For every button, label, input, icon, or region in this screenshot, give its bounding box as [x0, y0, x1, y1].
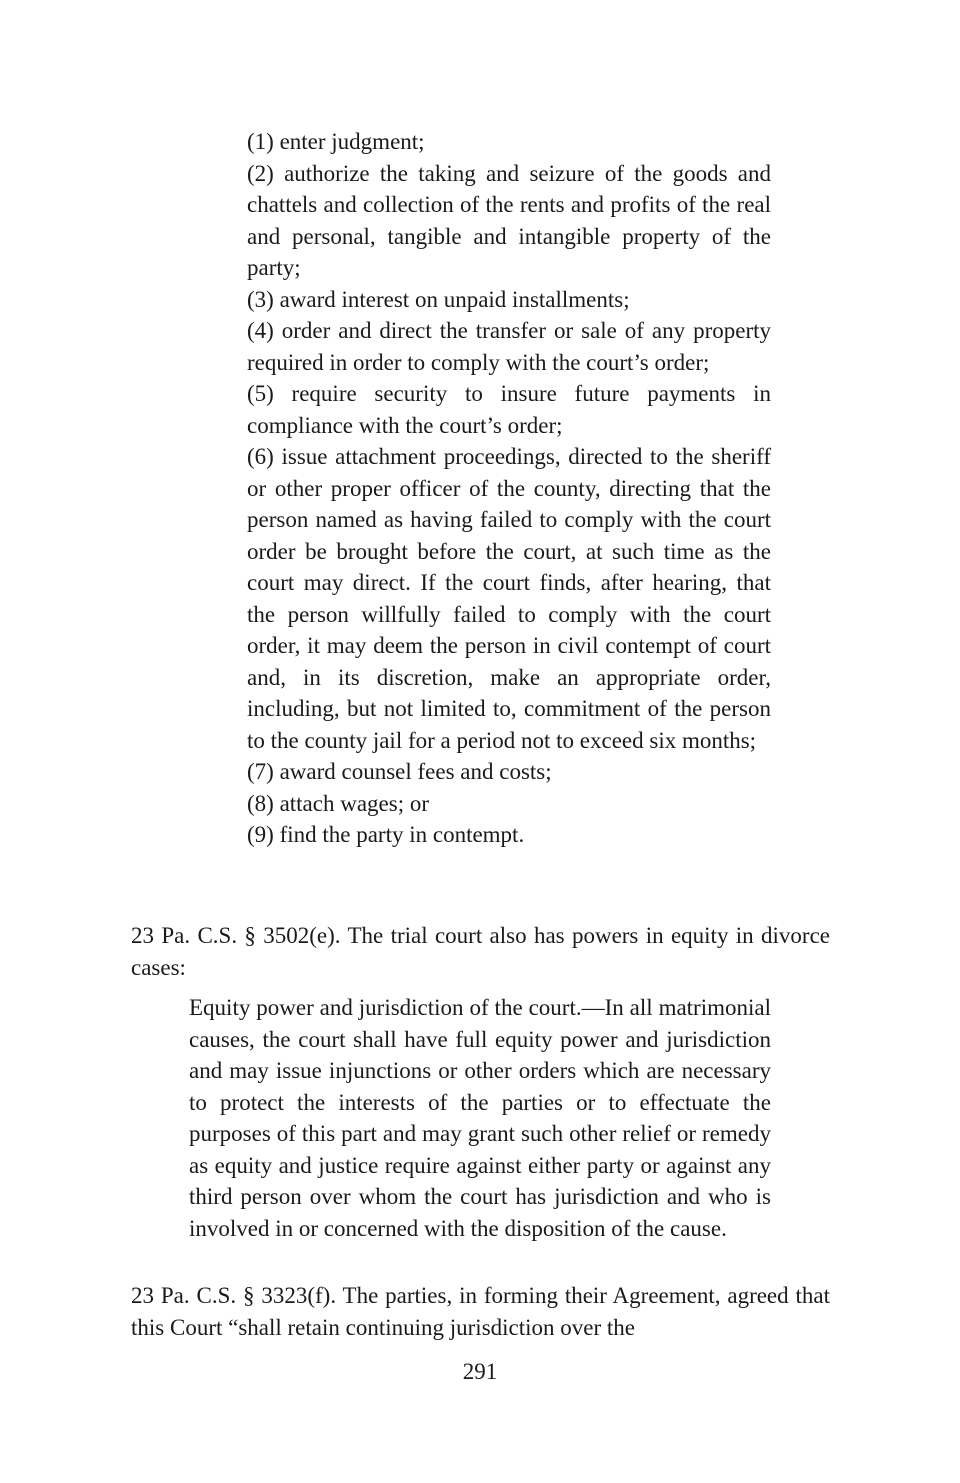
list-item: (5) require security to insure future payments in compliance with the court’s order; — [247, 381, 771, 438]
list-item: (9) find the party in contempt. — [247, 822, 525, 847]
list-item: (1) enter judgment; — [247, 129, 425, 154]
list-item: (3) award interest on unpaid installments; — [247, 286, 630, 312]
body-paragraph-statute-3323: 23 Pa. C.S. § 3323(f). The parties, in forming their Agreement, agreed that this Court “shall retain continuing jurisdiction over the — [131, 1283, 830, 1340]
page-number: 291 — [462, 1359, 498, 1384]
body-paragraph-statute-3502: 23 Pa. C.S. § 3502(e). The trial court also has powers in equity in divorce cases: — [131, 923, 830, 980]
list-item: (4) order and direct the transfer or sale of any property required in order to comply with the court’s order; — [247, 318, 771, 375]
remedies-list — [247, 126, 771, 851]
list-item: (6) issue attachment proceedings, directed to the sheriff or other proper officer of the county, directing that the person named as having failed to comply with the court order be brought before the court, at such time as the court may direct. If the court finds, after hearing, that the person willfully failed to comply with the court order, it may deem the person in civil contempt of court and, in its discretion, make an appropriate order, including, but not limited to, commitment of the person to the county jail for a period not to exceed six months; — [247, 444, 771, 753]
list-item: (8) attach wages; or — [247, 790, 430, 816]
list-item: (7) award counsel fees and costs; — [247, 759, 552, 784]
list-item: (2) authorize the taking and seizure of the goods and chattels and collection of the rents and profits of the real and personal, tangible and intangible property of the party; — [247, 160, 771, 280]
block-quote-equity-power: Equity power and jurisdiction of the court.—In all matrimonial causes, the court shall have full equity power and jurisdiction and may issue injunctions or other orders which are necessary to protect the interests of the parties or to effectuate the purposes of this part and may grant such other relief or remedy as equity and justice require against either party or against any third person over whom the court has jurisdiction and who is involved in or concerned with the disposition of the cause. — [189, 995, 771, 1241]
